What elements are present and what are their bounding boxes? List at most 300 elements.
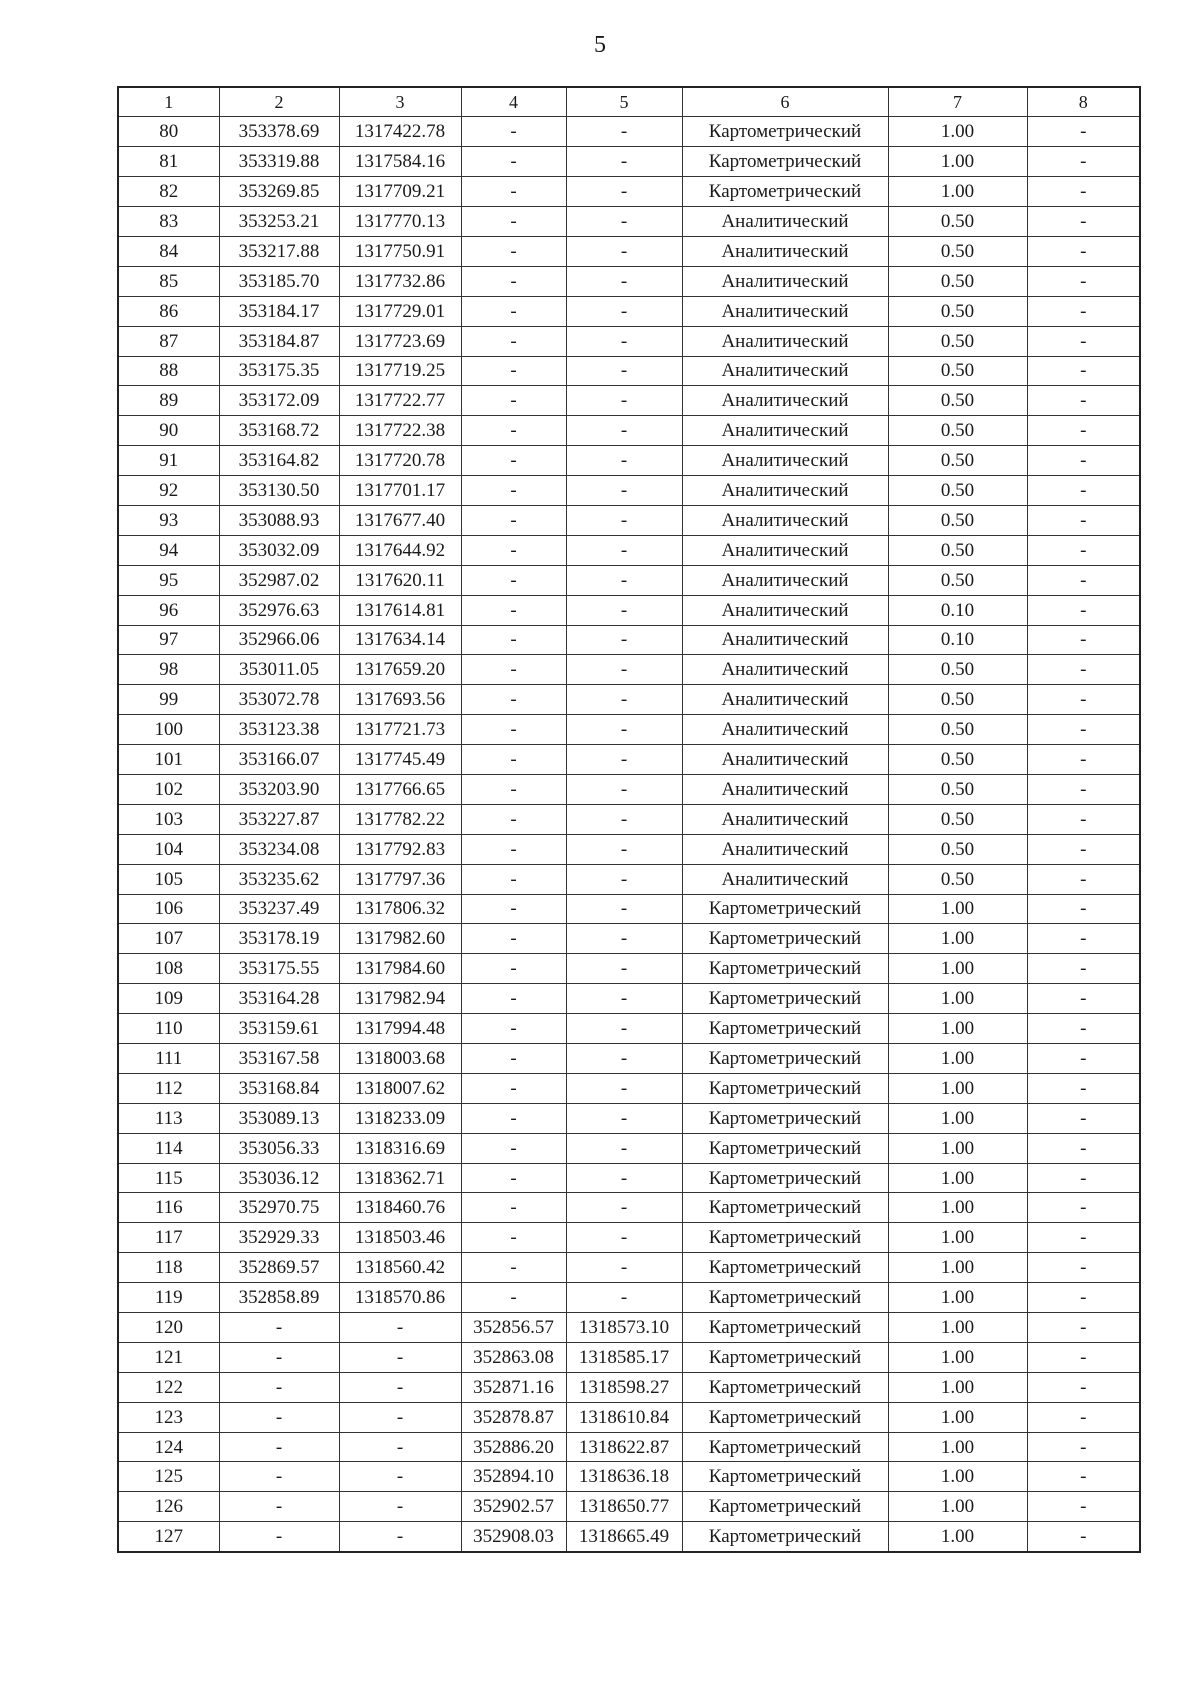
coord-x-cell: 353130.50	[219, 476, 339, 506]
note-cell: -	[1027, 386, 1140, 416]
point-number-cell: 80	[118, 117, 219, 147]
coord-y-cell: 1317701.17	[339, 476, 461, 506]
precision-cell: 0.50	[888, 236, 1027, 266]
new-coord-y-cell: -	[566, 1014, 682, 1044]
coord-y-cell: 1317422.78	[339, 117, 461, 147]
column-header: 3	[339, 87, 461, 117]
coord-x-cell: 353217.88	[219, 236, 339, 266]
table-row	[118, 745, 1140, 775]
method-cell: Аналитический	[682, 804, 888, 834]
coord-y-cell: 1317797.36	[339, 864, 461, 894]
note-cell: -	[1027, 1014, 1140, 1044]
coord-y-cell: 1317982.60	[339, 924, 461, 954]
method-cell: Картометрический	[682, 1014, 888, 1044]
new-coord-y-cell: -	[566, 386, 682, 416]
precision-cell: 0.50	[888, 476, 1027, 506]
coord-y-cell: 1317634.14	[339, 625, 461, 655]
new-coord-x-cell: 352902.57	[461, 1492, 566, 1522]
new-coord-x-cell: -	[461, 476, 566, 506]
point-number-cell: 81	[118, 147, 219, 177]
precision-cell: 0.50	[888, 266, 1027, 296]
column-header: 2	[219, 87, 339, 117]
precision-cell: 1.00	[888, 1372, 1027, 1402]
table-row	[118, 207, 1140, 237]
new-coord-y-cell: -	[566, 505, 682, 535]
method-cell: Аналитический	[682, 296, 888, 326]
new-coord-y-cell: -	[566, 416, 682, 446]
method-cell: Аналитический	[682, 236, 888, 266]
table-row	[118, 535, 1140, 565]
precision-cell: 0.10	[888, 625, 1027, 655]
coord-x-cell: 353072.78	[219, 685, 339, 715]
coord-y-cell: 1318503.46	[339, 1223, 461, 1253]
table-row	[118, 266, 1140, 296]
column-header: 6	[682, 87, 888, 117]
point-number-cell: 95	[118, 565, 219, 595]
point-number-cell: 92	[118, 476, 219, 506]
coord-x-cell: 352976.63	[219, 595, 339, 625]
coord-y-cell: 1317677.40	[339, 505, 461, 535]
new-coord-x-cell: -	[461, 1133, 566, 1163]
coord-x-cell: 353237.49	[219, 894, 339, 924]
table-row	[118, 326, 1140, 356]
new-coord-y-cell: 1318636.18	[566, 1462, 682, 1492]
coord-y-cell: 1317584.16	[339, 147, 461, 177]
method-cell: Картометрический	[682, 117, 888, 147]
note-cell: -	[1027, 894, 1140, 924]
point-number-cell: 109	[118, 984, 219, 1014]
coord-y-cell: 1317722.77	[339, 386, 461, 416]
new-coord-x-cell: -	[461, 745, 566, 775]
new-coord-y-cell: -	[566, 685, 682, 715]
new-coord-x-cell: -	[461, 117, 566, 147]
precision-cell: 1.00	[888, 1462, 1027, 1492]
method-cell: Картометрический	[682, 1283, 888, 1313]
coord-x-cell: -	[219, 1462, 339, 1492]
coord-y-cell: -	[339, 1313, 461, 1343]
method-cell: Аналитический	[682, 774, 888, 804]
method-cell: Картометрический	[682, 1193, 888, 1223]
note-cell: -	[1027, 864, 1140, 894]
note-cell: -	[1027, 1073, 1140, 1103]
table-row	[118, 834, 1140, 864]
column-header: 8	[1027, 87, 1140, 117]
note-cell: -	[1027, 774, 1140, 804]
point-number-cell: 113	[118, 1103, 219, 1133]
method-cell: Картометрический	[682, 1342, 888, 1372]
precision-cell: 0.50	[888, 864, 1027, 894]
new-coord-y-cell: -	[566, 1163, 682, 1193]
point-number-cell: 125	[118, 1462, 219, 1492]
coord-y-cell: 1317745.49	[339, 745, 461, 775]
new-coord-y-cell: -	[566, 864, 682, 894]
precision-cell: 0.50	[888, 446, 1027, 476]
new-coord-y-cell: -	[566, 446, 682, 476]
new-coord-y-cell: -	[566, 804, 682, 834]
new-coord-y-cell: -	[566, 1283, 682, 1313]
precision-cell: 1.00	[888, 1163, 1027, 1193]
note-cell: -	[1027, 326, 1140, 356]
point-number-cell: 100	[118, 715, 219, 745]
table-row	[118, 894, 1140, 924]
method-cell: Аналитический	[682, 476, 888, 506]
precision-cell: 1.00	[888, 924, 1027, 954]
coord-x-cell: -	[219, 1372, 339, 1402]
new-coord-x-cell: -	[461, 147, 566, 177]
table-row	[118, 1163, 1140, 1193]
precision-cell: 0.10	[888, 595, 1027, 625]
coord-y-cell: 1317766.65	[339, 774, 461, 804]
new-coord-y-cell: -	[566, 595, 682, 625]
point-number-cell: 91	[118, 446, 219, 476]
new-coord-x-cell: 352878.87	[461, 1402, 566, 1432]
table-row	[118, 625, 1140, 655]
point-number-cell: 101	[118, 745, 219, 775]
method-cell: Картометрический	[682, 1133, 888, 1163]
table-row	[118, 1492, 1140, 1522]
table-row	[118, 1522, 1140, 1552]
coord-x-cell: 353168.84	[219, 1073, 339, 1103]
coord-y-cell: 1317982.94	[339, 984, 461, 1014]
point-number-cell: 88	[118, 356, 219, 386]
new-coord-x-cell: 352856.57	[461, 1313, 566, 1343]
point-number-cell: 116	[118, 1193, 219, 1223]
new-coord-y-cell: -	[566, 1193, 682, 1223]
note-cell: -	[1027, 804, 1140, 834]
new-coord-x-cell: -	[461, 386, 566, 416]
new-coord-x-cell: 352871.16	[461, 1372, 566, 1402]
new-coord-y-cell: -	[566, 1253, 682, 1283]
coord-y-cell: 1318362.71	[339, 1163, 461, 1193]
new-coord-x-cell: -	[461, 296, 566, 326]
coord-x-cell: 353166.07	[219, 745, 339, 775]
note-cell: -	[1027, 834, 1140, 864]
coord-x-cell: 353184.87	[219, 326, 339, 356]
point-number-cell: 108	[118, 954, 219, 984]
precision-cell: 1.00	[888, 894, 1027, 924]
new-coord-y-cell: -	[566, 954, 682, 984]
coord-x-cell: 353159.61	[219, 1014, 339, 1044]
method-cell: Аналитический	[682, 386, 888, 416]
coord-x-cell: 353168.72	[219, 416, 339, 446]
precision-cell: 1.00	[888, 1073, 1027, 1103]
new-coord-y-cell: -	[566, 655, 682, 685]
table-row	[118, 147, 1140, 177]
table-row	[118, 655, 1140, 685]
note-cell: -	[1027, 117, 1140, 147]
precision-cell: 1.00	[888, 984, 1027, 1014]
coord-x-cell: 353319.88	[219, 147, 339, 177]
coord-x-cell: 353123.38	[219, 715, 339, 745]
coord-x-cell: 353378.69	[219, 117, 339, 147]
table-row	[118, 1103, 1140, 1133]
precision-cell: 0.50	[888, 296, 1027, 326]
method-cell: Картометрический	[682, 1432, 888, 1462]
method-cell: Аналитический	[682, 864, 888, 894]
method-cell: Аналитический	[682, 625, 888, 655]
new-coord-x-cell: -	[461, 1193, 566, 1223]
note-cell: -	[1027, 1432, 1140, 1462]
precision-cell: 1.00	[888, 147, 1027, 177]
new-coord-x-cell: -	[461, 416, 566, 446]
new-coord-x-cell: -	[461, 266, 566, 296]
note-cell: -	[1027, 685, 1140, 715]
coord-y-cell: 1318460.76	[339, 1193, 461, 1223]
new-coord-x-cell: -	[461, 326, 566, 356]
coord-x-cell: -	[219, 1313, 339, 1343]
note-cell: -	[1027, 1462, 1140, 1492]
new-coord-x-cell: -	[461, 356, 566, 386]
coord-x-cell: 353178.19	[219, 924, 339, 954]
table-row	[118, 595, 1140, 625]
note-cell: -	[1027, 1342, 1140, 1372]
coord-y-cell: 1317770.13	[339, 207, 461, 237]
new-coord-y-cell: -	[566, 924, 682, 954]
table-row	[118, 984, 1140, 1014]
table-row	[118, 954, 1140, 984]
table-header-row	[118, 87, 1140, 117]
new-coord-y-cell: -	[566, 984, 682, 1014]
point-number-cell: 93	[118, 505, 219, 535]
precision-cell: 0.50	[888, 505, 1027, 535]
coord-x-cell: 353011.05	[219, 655, 339, 685]
coord-x-cell: 352987.02	[219, 565, 339, 595]
table-row	[118, 1223, 1140, 1253]
new-coord-x-cell: -	[461, 1103, 566, 1133]
point-number-cell: 123	[118, 1402, 219, 1432]
method-cell: Аналитический	[682, 326, 888, 356]
method-cell: Картометрический	[682, 984, 888, 1014]
coord-y-cell: 1317720.78	[339, 446, 461, 476]
coord-x-cell: 352966.06	[219, 625, 339, 655]
new-coord-x-cell: 352863.08	[461, 1342, 566, 1372]
point-number-cell: 115	[118, 1163, 219, 1193]
precision-cell: 0.50	[888, 834, 1027, 864]
coord-y-cell: 1317732.86	[339, 266, 461, 296]
table-row	[118, 356, 1140, 386]
new-coord-x-cell: 352908.03	[461, 1522, 566, 1552]
method-cell: Картометрический	[682, 894, 888, 924]
method-cell: Картометрический	[682, 1044, 888, 1074]
coord-y-cell: 1317709.21	[339, 177, 461, 207]
new-coord-y-cell: -	[566, 625, 682, 655]
new-coord-x-cell: -	[461, 715, 566, 745]
table-body	[118, 117, 1140, 1552]
precision-cell: 0.50	[888, 655, 1027, 685]
new-coord-y-cell: -	[566, 266, 682, 296]
coord-x-cell: 352929.33	[219, 1223, 339, 1253]
method-cell: Аналитический	[682, 266, 888, 296]
coord-y-cell: 1317750.91	[339, 236, 461, 266]
method-cell: Картометрический	[682, 1073, 888, 1103]
coord-x-cell: 353036.12	[219, 1163, 339, 1193]
coord-x-cell: 353164.82	[219, 446, 339, 476]
note-cell: -	[1027, 1313, 1140, 1343]
point-number-cell: 117	[118, 1223, 219, 1253]
precision-cell: 1.00	[888, 1492, 1027, 1522]
coord-y-cell: 1318233.09	[339, 1103, 461, 1133]
coord-y-cell: 1318570.86	[339, 1283, 461, 1313]
new-coord-x-cell: -	[461, 1014, 566, 1044]
note-cell: -	[1027, 655, 1140, 685]
new-coord-y-cell: -	[566, 1073, 682, 1103]
note-cell: -	[1027, 1044, 1140, 1074]
precision-cell: 0.50	[888, 386, 1027, 416]
coord-x-cell: 353167.58	[219, 1044, 339, 1074]
method-cell: Картометрический	[682, 1163, 888, 1193]
coord-x-cell: 353203.90	[219, 774, 339, 804]
coord-x-cell: 353172.09	[219, 386, 339, 416]
table-row	[118, 1432, 1140, 1462]
note-cell: -	[1027, 1522, 1140, 1552]
coord-y-cell: 1317806.32	[339, 894, 461, 924]
coord-y-cell: 1317620.11	[339, 565, 461, 595]
coord-y-cell: 1318560.42	[339, 1253, 461, 1283]
table-row	[118, 505, 1140, 535]
method-cell: Картометрический	[682, 1462, 888, 1492]
coord-y-cell: 1317659.20	[339, 655, 461, 685]
note-cell: -	[1027, 416, 1140, 446]
coord-x-cell: 353175.55	[219, 954, 339, 984]
method-cell: Аналитический	[682, 505, 888, 535]
method-cell: Картометрический	[682, 1492, 888, 1522]
precision-cell: 0.50	[888, 774, 1027, 804]
new-coord-y-cell: -	[566, 476, 682, 506]
method-cell: Аналитический	[682, 207, 888, 237]
method-cell: Аналитический	[682, 834, 888, 864]
precision-cell: 1.00	[888, 117, 1027, 147]
new-coord-x-cell: -	[461, 774, 566, 804]
coord-y-cell: 1317729.01	[339, 296, 461, 326]
precision-cell: 1.00	[888, 954, 1027, 984]
note-cell: -	[1027, 207, 1140, 237]
note-cell: -	[1027, 296, 1140, 326]
coord-x-cell: 353088.93	[219, 505, 339, 535]
point-number-cell: 96	[118, 595, 219, 625]
point-number-cell: 110	[118, 1014, 219, 1044]
table-row	[118, 1462, 1140, 1492]
point-number-cell: 124	[118, 1432, 219, 1462]
point-number-cell: 126	[118, 1492, 219, 1522]
coord-y-cell: 1317722.38	[339, 416, 461, 446]
new-coord-y-cell: 1318665.49	[566, 1522, 682, 1552]
coord-x-cell: 353184.17	[219, 296, 339, 326]
method-cell: Аналитический	[682, 446, 888, 476]
precision-cell: 0.50	[888, 804, 1027, 834]
precision-cell: 1.00	[888, 1044, 1027, 1074]
precision-cell: 1.00	[888, 1103, 1027, 1133]
coord-y-cell: -	[339, 1432, 461, 1462]
point-number-cell: 87	[118, 326, 219, 356]
method-cell: Картометрический	[682, 1522, 888, 1552]
column-header: 5	[566, 87, 682, 117]
column-header: 4	[461, 87, 566, 117]
new-coord-y-cell: -	[566, 1223, 682, 1253]
method-cell: Аналитический	[682, 595, 888, 625]
coord-y-cell: -	[339, 1462, 461, 1492]
new-coord-y-cell: -	[566, 207, 682, 237]
new-coord-x-cell: -	[461, 984, 566, 1014]
precision-cell: 0.50	[888, 326, 1027, 356]
method-cell: Картометрический	[682, 1103, 888, 1133]
precision-cell: 0.50	[888, 715, 1027, 745]
point-number-cell: 118	[118, 1253, 219, 1283]
precision-cell: 1.00	[888, 1313, 1027, 1343]
new-coord-x-cell: -	[461, 446, 566, 476]
new-coord-x-cell: -	[461, 535, 566, 565]
note-cell: -	[1027, 147, 1140, 177]
method-cell: Аналитический	[682, 565, 888, 595]
point-number-cell: 84	[118, 236, 219, 266]
point-number-cell: 119	[118, 1283, 219, 1313]
coord-x-cell: -	[219, 1492, 339, 1522]
precision-cell: 1.00	[888, 1133, 1027, 1163]
new-coord-y-cell: 1318650.77	[566, 1492, 682, 1522]
coord-y-cell: 1317721.73	[339, 715, 461, 745]
point-number-cell: 102	[118, 774, 219, 804]
point-number-cell: 98	[118, 655, 219, 685]
note-cell: -	[1027, 535, 1140, 565]
table-row	[118, 1193, 1140, 1223]
precision-cell: 1.00	[888, 1342, 1027, 1372]
method-cell: Картометрический	[682, 1372, 888, 1402]
coord-y-cell: 1317984.60	[339, 954, 461, 984]
method-cell: Аналитический	[682, 745, 888, 775]
method-cell: Аналитический	[682, 356, 888, 386]
new-coord-x-cell: -	[461, 954, 566, 984]
table-row	[118, 416, 1140, 446]
note-cell: -	[1027, 565, 1140, 595]
coord-y-cell: 1317614.81	[339, 595, 461, 625]
new-coord-y-cell: -	[566, 715, 682, 745]
new-coord-y-cell: -	[566, 326, 682, 356]
point-number-cell: 105	[118, 864, 219, 894]
new-coord-y-cell: -	[566, 1044, 682, 1074]
precision-cell: 0.50	[888, 745, 1027, 775]
new-coord-x-cell: 352886.20	[461, 1432, 566, 1462]
method-cell: Картометрический	[682, 147, 888, 177]
point-number-cell: 120	[118, 1313, 219, 1343]
new-coord-x-cell: -	[461, 1163, 566, 1193]
point-number-cell: 94	[118, 535, 219, 565]
precision-cell: 0.50	[888, 356, 1027, 386]
precision-cell: 0.50	[888, 535, 1027, 565]
precision-cell: 1.00	[888, 177, 1027, 207]
note-cell: -	[1027, 715, 1140, 745]
precision-cell: 1.00	[888, 1402, 1027, 1432]
point-number-cell: 121	[118, 1342, 219, 1372]
new-coord-y-cell: -	[566, 1133, 682, 1163]
point-number-cell: 107	[118, 924, 219, 954]
coord-x-cell: 353235.62	[219, 864, 339, 894]
precision-cell: 1.00	[888, 1253, 1027, 1283]
method-cell: Картометрический	[682, 1402, 888, 1432]
new-coord-x-cell: -	[461, 595, 566, 625]
precision-cell: 1.00	[888, 1283, 1027, 1313]
coord-y-cell: 1318007.62	[339, 1073, 461, 1103]
coord-x-cell: -	[219, 1402, 339, 1432]
method-cell: Картометрический	[682, 177, 888, 207]
new-coord-x-cell: -	[461, 1044, 566, 1074]
note-cell: -	[1027, 1163, 1140, 1193]
new-coord-y-cell: -	[566, 774, 682, 804]
point-number-cell: 90	[118, 416, 219, 446]
note-cell: -	[1027, 1372, 1140, 1402]
point-number-cell: 86	[118, 296, 219, 326]
new-coord-x-cell: -	[461, 505, 566, 535]
page-number: 5	[594, 32, 606, 58]
note-cell: -	[1027, 236, 1140, 266]
